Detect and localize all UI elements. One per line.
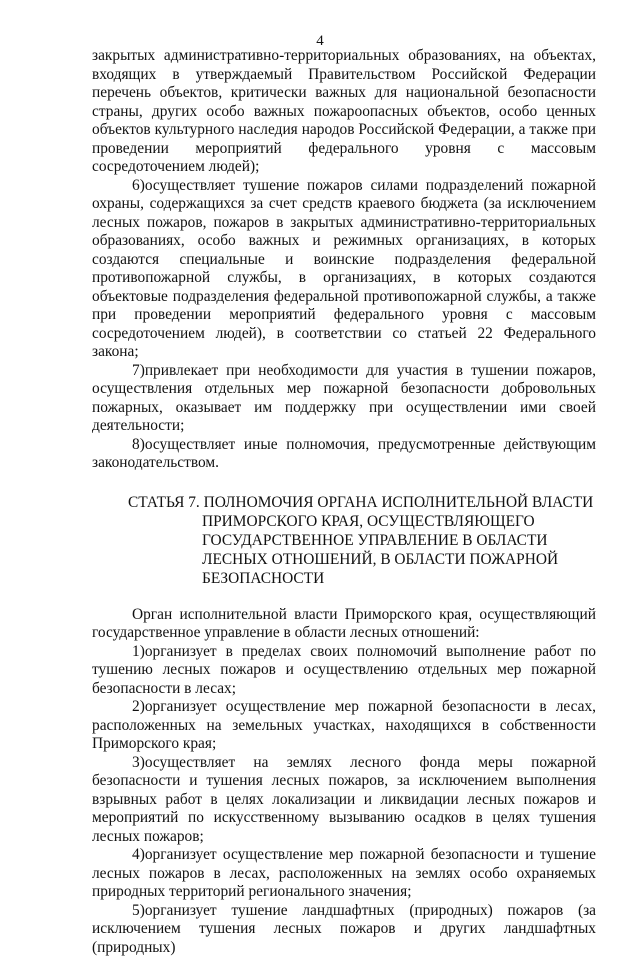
article-item-2: 2)организует осуществление мер пожарной безопасности в лесах, расположенных на земельных участках, находящихся в собственности Приморского края; bbox=[92, 698, 596, 754]
article-item-3: 3)осуществляет на землях лесного фонда меры пожарной безопасности и тушения лесных пожаров, за исключением выполнения взрывных работ в целях локализации и ликвидации лесных пожаров и мероприятий по искусственному вызыванию осадков в целях тушения лесных пожаров; bbox=[92, 754, 596, 847]
page-body bbox=[92, 47, 596, 957]
article-item-5: 5)организует тушение ландшафтных (природных) пожаров (за исключением тушения лесных пожаров и других ландшафтных (природных) bbox=[92, 902, 596, 957]
list-item-7: 7)привлекает при необходимости для участия в тушении пожаров, осуществления отдельных мер пожарной безопасности добровольных пожарных, оказывает им поддержку при осуществлении ими своей деятельности; bbox=[92, 362, 596, 436]
article-intro: Орган исполнительной власти Приморского края, осуществляющий государственное управление в области лесных отношений: bbox=[92, 606, 596, 643]
article-heading: СТАТЬЯ 7. ПОЛНОМОЧИЯ ОРГАНА ИСПОЛНИТЕЛЬНОЙ ВЛАСТИ ПРИМОРСКОГО КРАЯ, ОСУЩЕСТВЛЯЮЩЕГО ГОСУДАРСТВЕННОЕ УПРАВЛЕНИЕ В ОБЛАСТИ ЛЕСНЫХ ОТНОШЕНИЙ, В ОБЛАСТИ ПОЖАРНОЙ БЕЗОПАСНОСТИ bbox=[92, 493, 596, 588]
article-item-4: 4)организует осуществление мер пожарной безопасности и тушение лесных пожаров в лесах, расположенных на землях особо охраняемых природных территорий регионального значения; bbox=[92, 846, 596, 902]
spacer bbox=[92, 588, 596, 606]
page-number: 4 bbox=[0, 32, 640, 50]
article-item-1: 1)организует в пределах своих полномочий выполнение работ по тушению лесных пожаров и осуществлению отдельных мер пожарной безопасности в лесах; bbox=[92, 643, 596, 699]
paragraph-continued: закрытых административно-территориальных образованиях, на объектах, входящих в утверждаемый Правительством Российской Федерации перечень объектов, критически важных для национальной безопасности страны, других особо важных пожароопасных объектов, особо ценных объектов культурного наследия народов Российской Федерации, а также при проведении мероприятий федерального уровня с массовым сосредоточением людей); bbox=[92, 47, 596, 177]
list-item-6: 6)осуществляет тушение пожаров силами подразделений пожарной охраны, содержащихся за счет средств краевого бюджета (за исключением лесных пожаров, пожаров в закрытых административно-территориальных образованиях, особо важных и режимных организациях, в которых создаются специальные и воинские подразделения федеральной противопожарной службы, в организациях, в которых создаются объектовые подразделения федеральной противопожарной службы, а также при проведении мероприятий федерального уровня с массовым сосредоточением людей), в соответствии со статьей 22 Федерального закона; bbox=[92, 177, 596, 362]
list-item-8: 8)осуществляет иные полномочия, предусмотренные действующим законодательством. bbox=[92, 436, 596, 473]
